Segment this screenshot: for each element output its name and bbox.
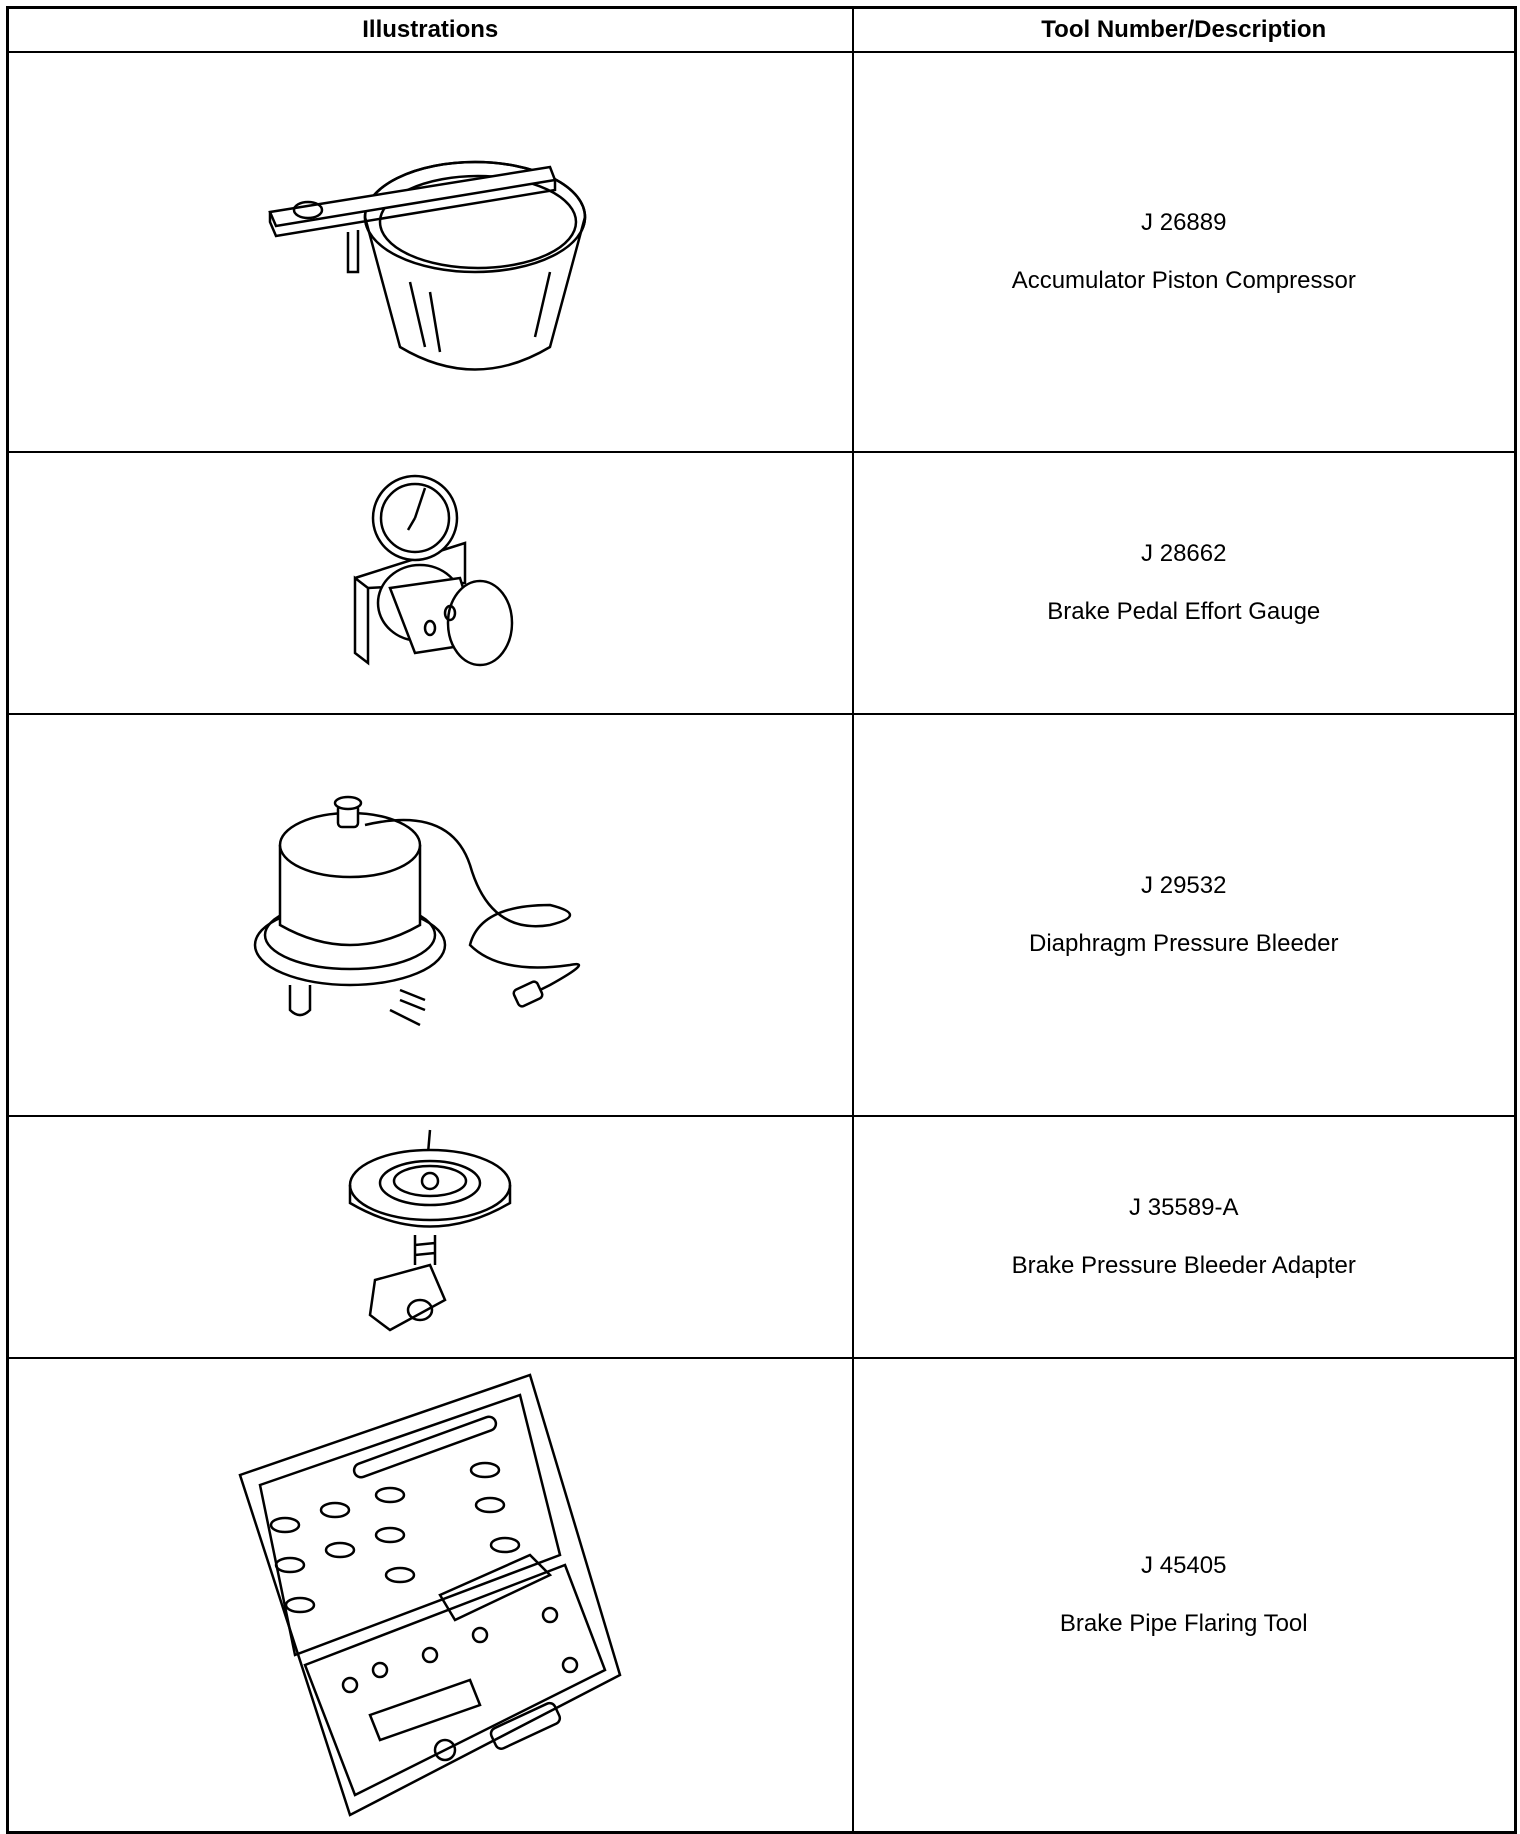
tool-description: Diaphragm Pressure Bleeder [1029,930,1339,957]
description-cell [853,452,1516,714]
accumulator-piston-compressor-icon [250,122,610,382]
tool-number: J 35589-A [1129,1194,1239,1221]
tool-description: Brake Pedal Effort Gauge [1047,598,1321,625]
tool-description: Brake Pressure Bleeder Adapter [1011,1252,1356,1279]
illustration-cell [8,452,853,714]
description-cell [853,1116,1516,1358]
tool-number-description-header: Tool Number/Description [853,8,1516,53]
illustrations-header: Illustrations [8,8,853,53]
tool-number: J 28662 [1141,540,1227,567]
table-row [8,1116,1516,1358]
brake-pedal-effort-gauge-icon [330,468,530,698]
tool-number: J 26889 [1141,209,1227,236]
brake-pipe-flaring-tool-icon [230,1365,630,1825]
illustration-cell [8,1116,853,1358]
diaphragm-pressure-bleeder-icon [250,785,610,1045]
illustration-cell [8,52,853,452]
table-row [8,452,1516,714]
description-cell [853,1358,1516,1832]
tool-number: J 45405 [1141,1551,1227,1579]
description-cell [853,714,1516,1116]
special-tools-table [6,6,1517,1834]
description-cell [853,52,1516,452]
header-row [8,8,1516,53]
table-row [8,1358,1516,1832]
table-row [8,52,1516,452]
brake-pressure-bleeder-adapter-icon [335,1125,525,1350]
tool-description: Brake Pipe Flaring Tool [1059,1609,1308,1637]
tool-number: J 29532 [1141,872,1227,899]
illustration-cell [8,714,853,1116]
illustration-cell [8,1358,853,1832]
tool-description: Accumulator Piston Compressor [1011,267,1356,294]
table-row [8,714,1516,1116]
